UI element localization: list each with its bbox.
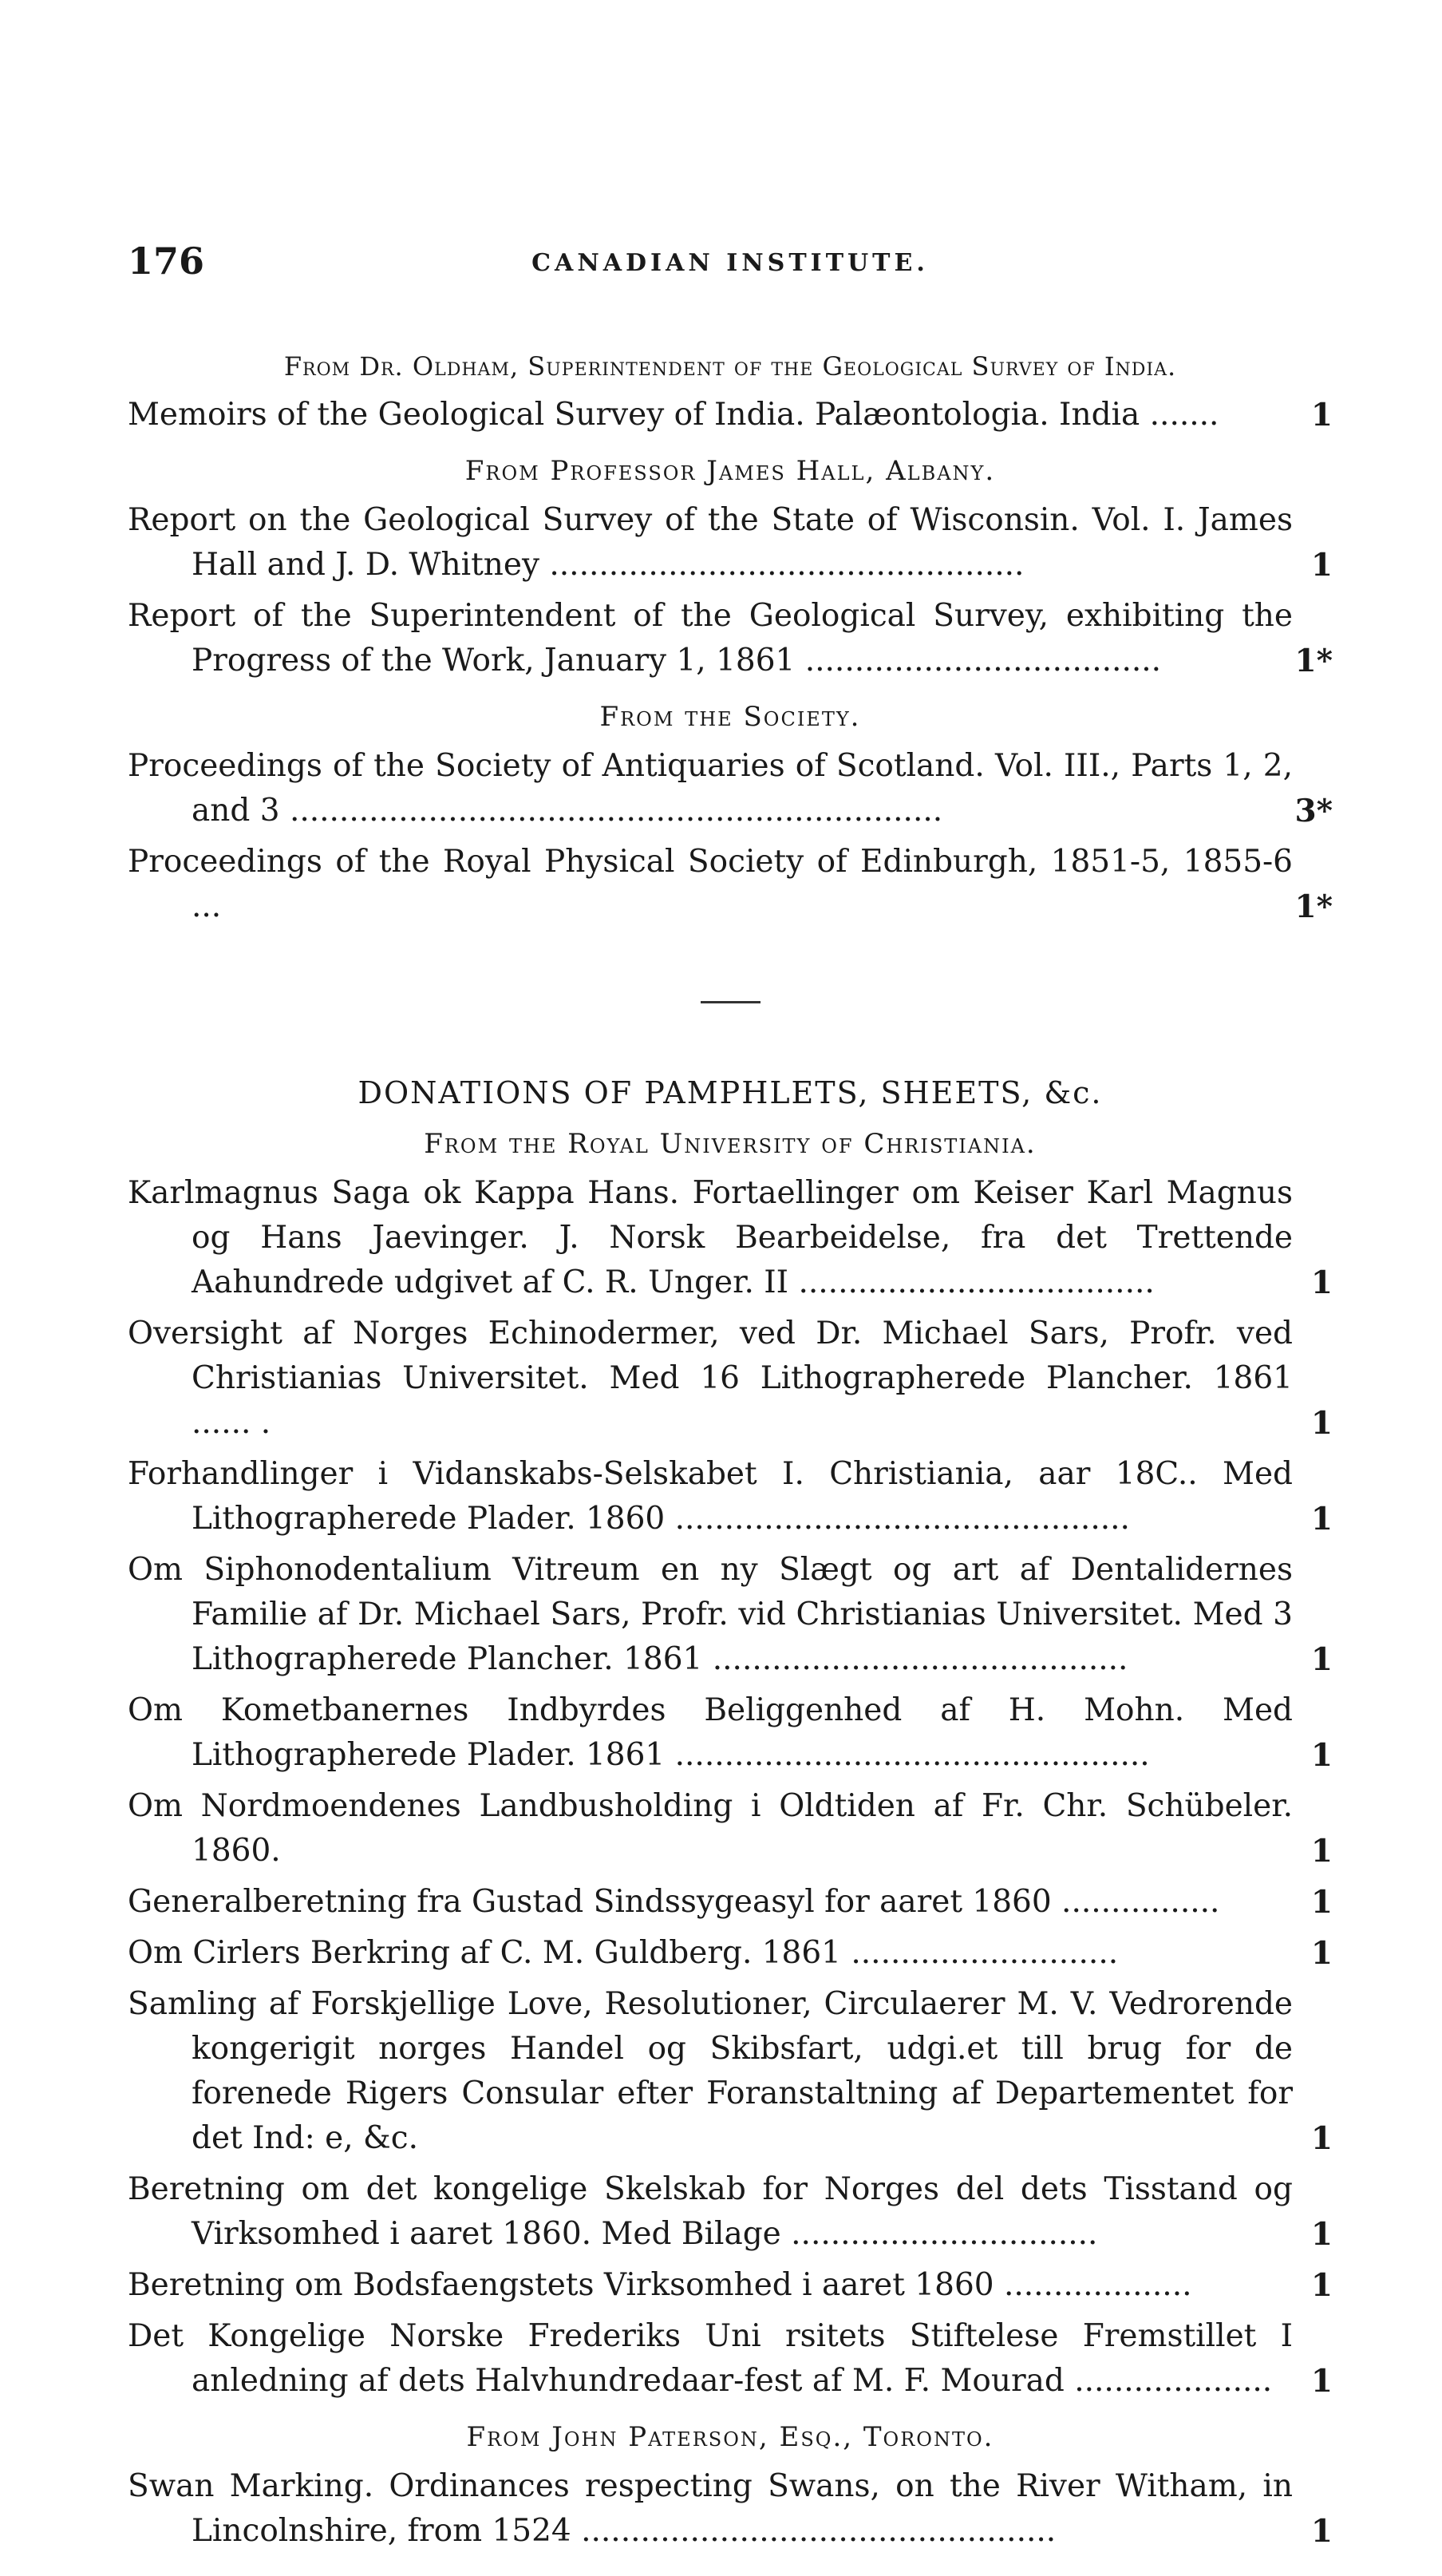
entry-title: Om Siphonodentalium Vitreum en ny Slægt og art af Dentalidernes Familie af Dr. Michael Sars, Profr. vid Christianias Universitet. Med 3 Lithographerede Plancher. 1861 .......................................... [128,1552,1293,1677]
section-title: DONATIONS OF PAMPHLETS, SHEETS, &c. [358,1075,1103,1110]
entry-count: 1 [1310,547,1333,584]
page-content [128,239,1333,2560]
entry-count: 1 [1310,1884,1333,1921]
list-item [128,498,1333,588]
list-item [128,1931,1333,1976]
section-divider [701,1001,761,1003]
running-head [128,239,1333,303]
source-heading: From Dr. Oldham, Superintendent of the Geological Survey of India. [283,351,1177,382]
list-item [128,2167,1333,2257]
list-item [128,1171,1333,1305]
entry-title: Report of the Superintendent of the Geological Survey, exhibiting the Progress of the Work, January 1, 1861 .................................... [128,598,1293,679]
list-item [128,1880,1333,1925]
entry-count: 1 [1310,2267,1333,2304]
entry-text [128,498,1333,588]
entry-title: Swan Marking. Ordinances respecting Swans, on the River Witham, in Lincolnshire, from 1524 ................................................ [128,2468,1293,2549]
list-item [128,1784,1333,1874]
source-heading: From the Society. [599,701,861,733]
source-heading: From John Paterson, Esq., Toronto. [466,2421,994,2453]
entry-title: Generalberetning fra Gustad Sindssygeasyl for aaret 1860 ................ [128,1884,1220,1920]
entry-count: 1 [1310,1405,1333,1442]
entry-text [128,1452,1333,1541]
entry-text [128,2167,1333,2257]
list-item [128,744,1333,833]
list-item [128,2464,1333,2554]
entry-title: Beretning om Bodsfaengstets Virksomhed i aaret 1860 ................... [128,2267,1192,2303]
entry-title: Om Cirlers Berkring af C. M. Guldberg. 1861 ........................... [128,1935,1119,1971]
entry-text [128,2464,1333,2554]
entry-count: 1 [1310,2120,1333,2157]
donation-list [128,1171,1333,2404]
entry-count: 1 [1310,1935,1333,1972]
list-item [128,393,1333,437]
source-heading: From the Royal University of Christiania. [424,1128,1037,1160]
entry-text [128,1880,1333,1925]
entry-count: 1 [1310,1641,1333,1678]
donation-list [128,2464,1333,2554]
entry-text [128,594,1333,683]
page-number: 176 [128,239,205,283]
list-item [128,1452,1333,1541]
entry-text [128,1982,1333,2161]
entry-count: 1 [1310,2363,1333,2400]
entry-title: Proceedings of the Society of Antiquaries of Scotland. Vol. III., Parts 1, 2, and 3 .................................................................. [128,748,1293,829]
entry-title: Beretning om det kongelige Skelskab for Norges del dets Tisstand og Virksomhed i aaret 1860. Med Bilage ............................... [128,2171,1293,2252]
list-item [128,1982,1333,2161]
entry-title: Om Nordmoendenes Landbusholding i Oldtiden af Fr. Chr. Schübeler. 1860. [128,1788,1293,1869]
entry-text [128,744,1333,833]
entry-title: Oversight af Norges Echinodermer, ved Dr. Michael Sars, Profr. ved Christianias Universitet. Med 16 Lithographerede Plancher. 1861 ...... . [128,1316,1293,1441]
entry-count: 1 [1310,397,1333,433]
list-item [128,2314,1333,2404]
entry-text [128,2314,1333,2404]
entry-count: 1 [1310,1264,1333,1301]
list-item [128,1312,1333,1446]
entry-count: 1* [1294,643,1333,679]
running-title: CANADIAN INSTITUTE. [531,249,929,277]
entry-text [128,840,1333,929]
entry-text [128,1171,1333,1305]
entry-title: Karlmagnus Saga ok Kappa Hans. Fortaellinger om Keiser Karl Magnus og Hans Jaevinger. J. Norsk Bearbeidelse, fra det Trettende Aahundrede udgivet af C. R. Unger. II .................................... [128,1175,1293,1300]
list-item [128,1548,1333,1682]
entry-count: 1 [1310,1737,1333,1774]
entry-text [128,1688,1333,1778]
entry-count: 1 [1310,1833,1333,1870]
entry-text [128,1312,1333,1446]
entry-title: Report on the Geological Survey of the State of Wisconsin. Vol. I. James Hall and J. D. Whitney ................................................ [128,502,1293,583]
entry-title: Samling af Forskjellige Love, Resolutioner, Circulaerer M. V. Vedrorende kongerigit norges Handel og Skibsfart, udgi.et till brug for de forenede Rigers Consular efter Foranstaltning af Departementet for det Ind: e, &c. [128,1986,1293,2156]
entry-text [128,1931,1333,1976]
entry-text [128,393,1333,437]
entry-count: 1 [1310,2513,1333,2550]
entry-count: 1 [1310,2216,1333,2253]
entry-title: Memoirs of the Geological Survey of India. Palæontologia. India ....... [128,397,1219,433]
list-item [128,840,1333,929]
entry-count: 1 [1310,1501,1333,1537]
entry-count: 1* [1294,888,1333,925]
entry-title: Forhandlinger i Vidanskabs-Selskabet I. Christiania, aar 18C.. Med Lithographerede Plader. 1860 .............................................. [128,1456,1293,1537]
entry-title: Det Kongelige Norske Frederiks Uni rsitets Stiftelese Fremstillet I anledning af dets Halvhundredaar-fest af M. F. Mourad .................... [128,2318,1293,2399]
entry-text [128,2263,1333,2308]
list-item [128,1688,1333,1778]
source-heading: From Professor James Hall, Albany. [464,455,996,487]
list-item [128,594,1333,683]
entry-text [128,1784,1333,1874]
entry-text [128,1548,1333,1682]
entry-title: Proceedings of the Royal Physical Society of Edinburgh, 1851-5, 1855-6 ... [128,844,1293,924]
list-item [128,2263,1333,2308]
entry-count: 3* [1294,793,1333,829]
entry-title: Om Kometbanernes Indbyrdes Beliggenhed af H. Mohn. Med Lithographerede Plader. 1861 ................................................ [128,1692,1293,1773]
